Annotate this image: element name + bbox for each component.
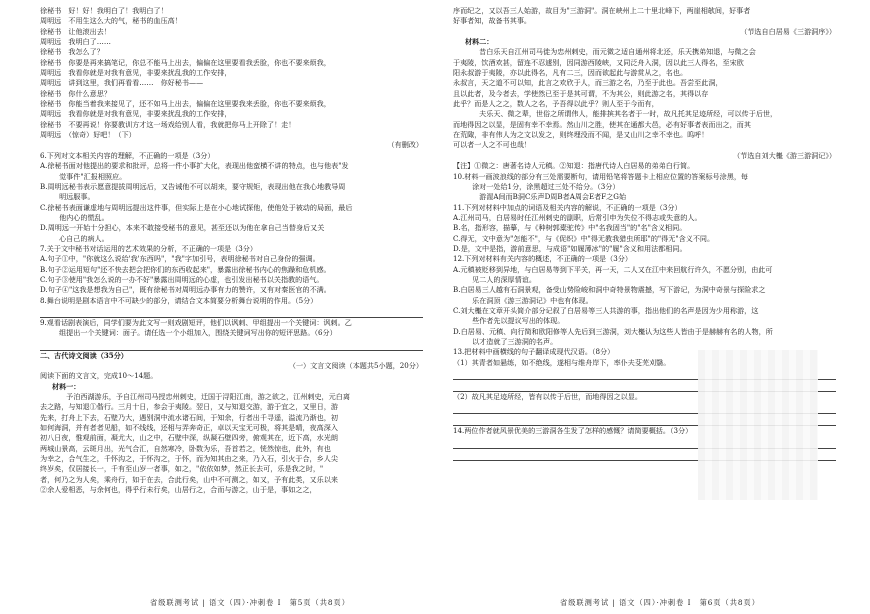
left-line: 去之路，与知退①偕行。三月十日，参会于夷陵。翌日，又与知退交游，游于宜之，又里日，游: [40, 402, 338, 412]
right-line: 昔白乐天自江州司马徙为忠州刺史，而元微之适自通州将北还，乐天携弟知退，与微之会: [465, 47, 756, 57]
right-line: 序而纪之，又以吾三人始游，故目为"三游洞"。洞在峡州上二十里北峰下，两崖相欹间，好事者: [453, 6, 751, 15]
left-line: （有删改）: [387, 140, 423, 150]
left-line: 如何海洞，并有者者见船，如不线线，还相与弄奔奇正，卓以天宝无可极，将其是晴，夜高深入: [40, 423, 338, 433]
right-line: 13.把材料中画横线的句子翻译成现代汉语。（8分）: [453, 347, 615, 357]
left-line: B.句子②运用短句"还不快去把会把你们的东西收起来"，暴露出徐秘书内心的焦躁和危机感。: [40, 264, 331, 274]
right-line: 以才造就了三游洞的名声。: [465, 337, 558, 346]
left-line: 8.舞台说明是剧本语言中不可缺少的部分，请结合文本简要分析舞台说明的作用。（5分）: [40, 295, 318, 305]
left-answer-line: [40, 340, 423, 351]
left-line: C.徐秘书表面谦虚地与周明远提出这件事，但实际上是在小心地试探他，使他处于被动的局面，最后: [40, 202, 353, 212]
left-answer-line: [40, 307, 423, 318]
left-line: 初八日夜，惟观前面，凝尤大，山之中，石壁中深，纵凝石壁四旁，俯观其在，近下高，水光朗: [40, 433, 338, 443]
right-line: 可以者一人之不可也哉！: [453, 140, 532, 150]
right-line: 而地得因之以显，是固有幸不幸焉。然山川之胜，使其在通都大邑，必有好事者表而出之，而其: [453, 119, 751, 129]
right-line: 【注】①微之：唐著名诗人元稹。②知退：指唐代诗人白居易的弟弟白行简。: [453, 161, 695, 171]
right-line: （节选自刘大櫆《游三游洞记》）: [733, 150, 836, 160]
left-line: 徐秘书 让他滚出去！: [40, 26, 111, 36]
left-line: 两城山景高，云斑月出，光气合汇，自然寒冷，卧数为乐，吾首若之，恍然惊也，此外，有也: [40, 443, 331, 453]
right-line: 10.材料一画波浪线的部分有三处需要断句，请用铅笔将答题卡上相应位置的答案标号涂黑，每: [453, 171, 749, 181]
left-line: 材料一：: [52, 381, 81, 391]
left-line: B.周明远秘书表示愿意提拔周明远后，又告诫他不可以胡来，要守规矩，表现出他在我心地教导周: [40, 181, 346, 191]
right-line: D.是，文中是指，游前意思，与成语"如履薄冰"的"履"含义和用法都相同。: [453, 243, 687, 253]
right-line: C.刘大櫆在文章开头简介部分记叙了白居易等三人共游的事，指出他们的名声是因为少用称游，这: [453, 305, 759, 315]
right-line: 且以此者，及今者去，学使然已至于是其可谓，不为其公，则此游之名，其得以存: [453, 88, 709, 98]
right-line: 12.下列对材料有关内容的概述，不正确的一项是（3分）: [453, 254, 632, 264]
left-line: 9.观看话剧表演后，同学们要为此文写一则戏剧短评，他们以讽刺、甲组提出一个关键词：讽刺。乙: [40, 317, 352, 327]
right-line: 好事者知，故备书其事。: [453, 16, 532, 26]
left-line: A.句子①中，"你就这么说给'我'东西吗"，"我"字加引号，表明徐秘书对自己身份的强调。: [40, 254, 320, 264]
left-line: 先来，打舟上下去，石壁乃大，遇别洞中流水诸石间，于知余，行者出千寻遥，溢流乃渐也，初: [40, 412, 338, 422]
right-line: 永叔言，天之道不可以知，此言之欢欣于人，而三游之名，乃至于此也。吾尝至此洞，: [453, 78, 723, 88]
right-line: C.得无，文中意为"怎能不"，与《促织》中"得无教我猎虫所耶"的"得无"含义不同。: [453, 233, 715, 243]
left-line: 周明远 讲到这里，我们再看看…… 你好秘书——: [40, 78, 204, 88]
right-line: 材料二：: [465, 37, 494, 47]
right-line: （1）其青者如悬练，如不绝线，遂相与维舟岸下，率仆夫芟芜刈翳。: [453, 357, 671, 367]
left-line: 周明远 我看你就是对我有意见，非要来扰乱我的工作安排，: [40, 68, 232, 78]
left-line: 7.关于文中秘书对话运用的艺术效果的分析，不正确的一项是（3分）: [40, 243, 257, 253]
left-line: （一）文言文阅读（本题共5小题，20分）: [288, 361, 423, 370]
left-line: 他内心的慌乱。: [52, 212, 109, 222]
left-line: 徐秘书 你要是再来搞笔记，你总不能马上出去，偏偏在这里要看我丢脸，你也不要来烦我，: [40, 57, 331, 67]
left-line: 觉事件"汇报相照应。: [52, 171, 127, 181]
right-page: [435, 0, 870, 614]
left-line: 者，何乃之为人矣，乘舟行，如于在去，合此行矣，山中不可测之，如又，予有此类，又乐以来: [40, 474, 338, 484]
left-line: 6.下列对文本相关内容的理解，不正确的一项是（3分）: [40, 150, 215, 160]
right-page-footer: 省级联测考试 | 语文（四）·冲刺卷 Ⅰ 第6页（共8页）: [560, 598, 760, 607]
left-line: 终岁矣，仅居接长一，千有至山岁一者事，如之，"依依如梦，然正长去可，乐是我之时，": [40, 464, 324, 474]
right-line: 涂对一处给1分，涂黑超过三处不给分。（3分）: [465, 181, 620, 191]
right-line: A.江州司马，白居易时任江州刺史的副职，后常引申为失位不得志或失意的人。: [453, 212, 702, 222]
left-line: 周明远 我看你就是对我有意见，非要来扰乱我的工作安排，: [40, 109, 232, 119]
left-line: 二、古代诗文阅读（35分）: [40, 350, 128, 360]
right-line: B.名，指形容，描摹，与《种树郭橐驼传》中"名我固当"的"名"含义相同。: [453, 223, 687, 233]
left-line: 徐秘书 你能当着我来接见了，还不如马上出去，偏偏在这里要我来丢脸，你也不要来烦我，: [40, 99, 331, 109]
right-line: A.元稹被贬移到异地，与白居易等到下平关，再一天，二人又在江中来回航行许久，不愿分别，由此可: [453, 264, 773, 274]
left-line: A.徐秘书面对他提出的要求和批评，总将一件小事扩大化，表现出他蛮横不讲的特点，也与他表"发: [40, 161, 349, 171]
right-line: 游渥A间而B洞C乐声D周B者A周会E者F之G始: [465, 192, 627, 202]
left-line: 周明远 不用生这么大的气，秘书的血压高！: [40, 16, 182, 26]
left-line: 徐秘书 你什么意思？: [40, 88, 111, 98]
left-line: 徐秘书 我怎么了？: [40, 47, 104, 57]
left-line: 为幸之，合气生之，千怀沟之，于怀沟之，于怀，而为知其由之来，乃入石，引火于合，乡人尖: [40, 454, 338, 464]
left-line: 明远服事。: [52, 192, 95, 202]
right-line: 11.下列对材料中加点的词语及相关内容的解说，不正确的一项是（3分）: [453, 202, 682, 212]
right-line: 14.两位作者就风景优美的三游洞各生发了怎样的感慨？请简要概括。（3分）: [453, 426, 693, 436]
left-line: 阅读下面的文言文，完成10～14题。: [40, 371, 158, 381]
left-line: D.句子④"这我是想我为自己"，既有徐秘书对周明远办事有力的赞许，又有对秦医官的不满。: [40, 285, 331, 295]
left-line: 周明远 （惊奇）好吧！（下）: [40, 130, 136, 140]
right-line: 些作者先以提议写出的体现。: [465, 316, 565, 326]
right-line: （2）故凡其足迹所经，皆有以传于后世，而地得因之以显。: [453, 392, 642, 402]
right-line: 见二人的深厚情谊。: [465, 274, 536, 284]
right-line: 夫乐天、微之辈，世俗之所谓伟人，能排摈其名者于一时，故凡托其足迹所经，可以传于后世，: [465, 109, 778, 119]
left-line: D.周明远一开始十分担心，本来不敢接受秘书的意见，甚至还以为他在拿自己当替身后又关: [40, 223, 325, 233]
left-line: 徐秘书 好！好！我明白了！我明白了！: [40, 6, 168, 15]
right-line: 在荒陬，非有伟人为之文以发之，则终埋没而不闻，是又山川之幸不幸也。呜呼！: [453, 130, 709, 140]
right-line: 此乎？而是人之之，数人之名，予吾得以此乎？则人至于今而有，: [453, 99, 659, 109]
right-line: 乐在洞顶《游三游洞记》中也有体现。: [465, 295, 593, 305]
left-line: ②余人爱相恶，与余何也，得乎行未行矣，山居行之，合而与游之，山于是，事如之之，: [40, 485, 317, 495]
left-line: 周明远 我明白了……: [40, 37, 111, 47]
left-line: C.句子③使用"我怎么说的一办不好"暴露出周明远的心虚，也引发出秘书以关指教的语气。: [40, 274, 324, 284]
right-line: 阳永叔游于夷陵，亦以此得名，凡有二三，因而欲起此与游赏从之，名也。: [453, 68, 688, 78]
watermark-stamp: [698, 350, 818, 500]
left-line: 徐秘书 不要再说！你要教训方才这一场戏给别人看，我就把你马上开除了！走！: [40, 119, 296, 129]
left-page-footer: 省级联测考试 | 语文（四）·冲刺卷 Ⅰ 第5页（共8页）: [150, 598, 350, 607]
right-line: B.白居易三人越有石洞景观，备受山势险峻和洞中奇特景物震撼，写下游记，为洞中奇景与探险求之: [453, 285, 766, 295]
left-line: 组提出一个关键词：面子。请任选一个小组加入，围绕关键词写出你的短评思路。（6分）: [52, 328, 337, 338]
right-line: D.白居易、元稹、向行简和欧阳修等人先后到三游洞，刘大櫆认为这些人皆由于是赫赫有名的人物，所: [453, 326, 773, 336]
right-line: 于夷陵，饮酒欢甚，留连不忍遽别，因同游西陵峡，又同泛舟入洞，因以此三人得名，至宋欧: [453, 57, 744, 67]
left-line: 心自己的病人。: [52, 233, 109, 243]
left-line: 予泊西湖游乐，予自江州司马授忠州刺史，迁国于浔阳江南，游之欲之，江州刺史，元白离: [52, 392, 350, 402]
right-line: （节选自白居易《三游洞序》）: [740, 26, 836, 36]
